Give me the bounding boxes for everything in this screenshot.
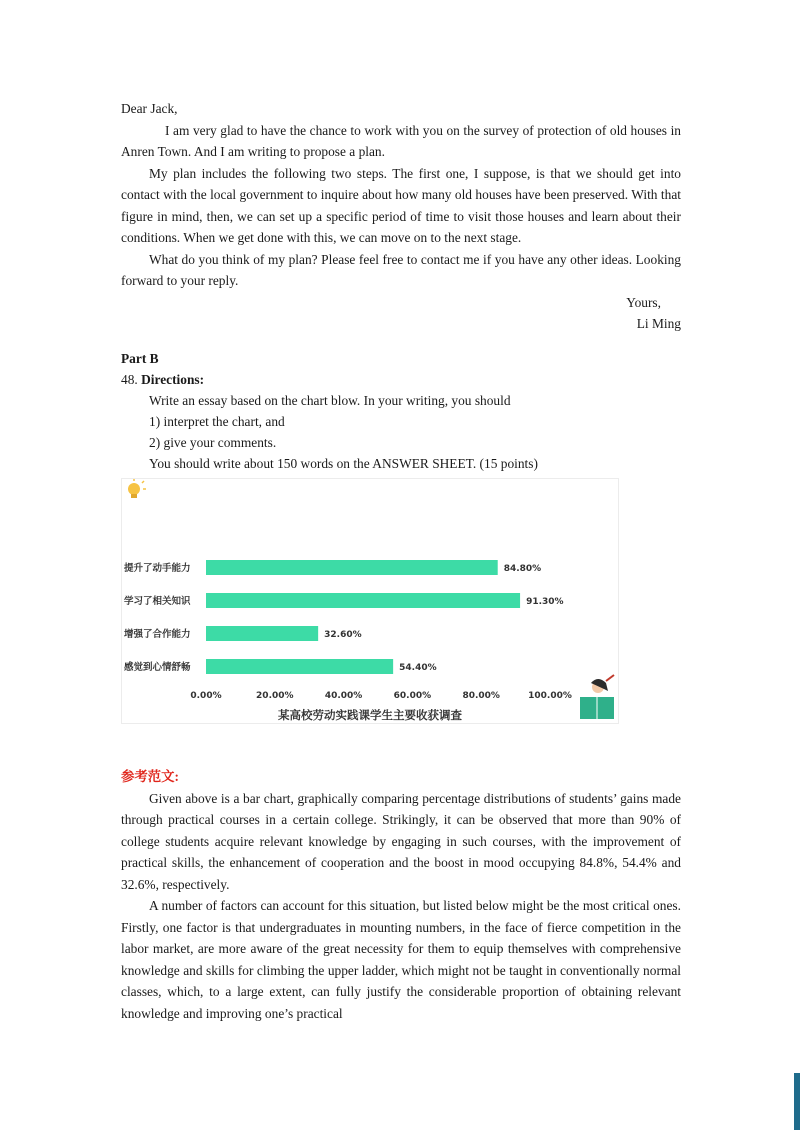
sample-paragraph-1: Given above is a bar chart, graphically comparing percentage distributions of students’ gains made through practical courses in a certain college. Strikingly, it can be observed that more than 90% of college students acquire relevant knowledge by engaging in such courses, with the improvement of practical skills, the enhancement of cooperation and the boost in mood occupying 84.8%, 54.4% and 32.6%, respectively. [121, 790, 681, 892]
x-tick-label: 60.00% [393, 691, 432, 701]
bar [206, 560, 498, 575]
category-label: 感觉到心情舒畅 [124, 662, 191, 673]
letter-paragraph-3: What do you think of my plan? Please feel free to contact me if you have any other ideas. Looking forward to your reply. [121, 251, 681, 288]
sample-essay-title: 参考范文: [121, 769, 180, 784]
letter [121, 98, 681, 335]
category-label: 增强了合作能力 [124, 629, 191, 640]
part-b-title: Part B [121, 351, 159, 366]
bar-value-label: 91.30% [526, 597, 564, 607]
letter-closing: Yours, [626, 294, 661, 310]
x-tick-label: 0.00% [190, 691, 222, 701]
directions-line-4: You should write about 150 words on the ANSWER SHEET. (15 points) [149, 456, 538, 471]
part-b [121, 348, 681, 474]
category-label: 学习了相关知识 [124, 596, 191, 607]
letter-paragraph-1: I am very glad to have the chance to work with you on the survey of protection of old houses in Anren Town. And I am writing to propose a plan. [121, 122, 681, 159]
letter-salutation: Dear Jack, [121, 101, 178, 116]
question-number: 48. [121, 372, 138, 387]
letter-paragraph-2: My plan includes the following two steps. The first one, I suppose, is that we should get into contact with the local government to inquire about how many old houses have been preserved. With that figure in mind, then, we can set up a specific period of time to visit those houses and learn about their conditions. When we get done with this, we can move on to the next stage. [121, 165, 681, 245]
x-tick-label: 40.00% [324, 691, 363, 701]
reading-girl-icon [580, 675, 614, 719]
lightbulb-icon [128, 479, 146, 498]
bar-chart [121, 478, 619, 724]
bar-value-label: 32.60% [324, 630, 362, 640]
category-label: 提升了动手能力 [124, 563, 191, 574]
directions-line-3: 2) give your comments. [149, 435, 277, 450]
bar [206, 593, 520, 608]
sample-paragraph-2: A number of factors can account for this situation, but listed below might be the most critical ones. Firstly, one factor is that undergraduates in mounting numbers, in the face of fierce competition in the labor market, are more aware of the great necessity for them to equip themselves with comprehensive knowledge and skills for climbing the upper ladder, which might not be taught in conventionally normal classes, which, to a large extent, can fully justify the considerable proportion of obtaining relevant knowledge and improving one’s practical [121, 898, 681, 1021]
letter-signature: Li Ming [636, 316, 681, 331]
bar [206, 626, 318, 641]
sample-essay [121, 766, 681, 1024]
x-tick-label: 100.00% [528, 691, 572, 701]
directions-line-1: Write an essay based on the chart blow. In your writing, you should [149, 393, 511, 408]
directions-heading [121, 369, 681, 390]
directions-label: Directions: [141, 372, 205, 387]
directions-line-2: 1) interpret the chart, and [149, 414, 285, 429]
page-edge-tab [794, 1073, 800, 1130]
x-tick-label: 80.00% [462, 691, 500, 701]
x-tick-label: 20.00% [256, 691, 294, 701]
chart-canvas [122, 479, 618, 723]
bar-value-label: 84.80% [503, 564, 542, 574]
bar [206, 659, 393, 674]
chart-title: 某高校劳动实践课学生主要收获调查 [278, 708, 462, 722]
bar-value-label: 54.40% [399, 663, 437, 673]
